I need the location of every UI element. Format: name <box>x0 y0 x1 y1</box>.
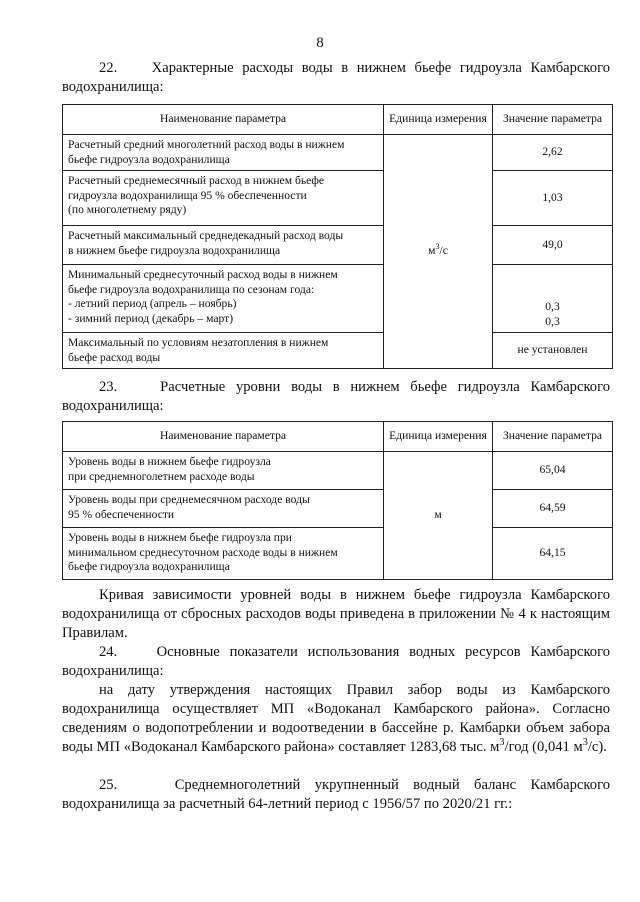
table-row <box>63 226 613 265</box>
row-name: Уровень воды при среднемесячном расходе воды 95 % обеспеченности <box>63 490 384 528</box>
row-value: 64,15 <box>493 528 613 580</box>
section-23-title: Расчетные уровни воды в нижнем бьефе гидроузла Камбарского водохранилища: <box>62 379 611 414</box>
row-name: Уровень воды в нижнем бьефе гидроузла при среднемноголетнем расходе воды <box>63 452 384 490</box>
section-25-title: Среднемноголетний укрупненный водный баланс Камбарского водохранилища за расчетный 64-летний период с 1956/57 по 2020/21 гг.: <box>62 777 610 812</box>
table-header-row <box>63 105 613 135</box>
header-unit: Единица измерения <box>384 105 493 135</box>
unit-cell: м <box>384 452 493 580</box>
section-22-number: 22. <box>99 60 118 76</box>
section-24-title: Основные показатели использования водных ресурсов Камбарского водохранилища: <box>62 644 611 679</box>
section-24-number: 24. <box>99 644 118 660</box>
section-24 <box>62 643 610 757</box>
row-value <box>493 265 613 333</box>
header-parameter-name: Наименование параметра <box>63 105 384 135</box>
row-value: 49,0 <box>493 226 613 265</box>
row-value: 65,04 <box>493 452 613 490</box>
section-24-body: на дату утверждения настоящих Правил забор воды из Камбарского водохранилища осуществляет МП «Водоканал Камбарского района». Согласно сведениям о водопотреблении и водоотведении в бассейне р. Камбарки объем забора воды МП «Водоканал Камбарского района» составляет 1283,68 тыс. $м^3$/год (0,041 $м^3/с$). <box>62 682 610 755</box>
row-value: 64,59 <box>493 490 613 528</box>
winter-value: 0,3 <box>545 314 560 328</box>
row-name: Расчетный максимальный среднедекадный расход воды в нижнем бьефе гидроузла водохранилища <box>63 226 384 265</box>
unit-cell: $м^3/с$ <box>384 135 493 369</box>
header-value: Значение параметра <box>493 105 613 135</box>
header-value: Значение параметра <box>493 422 613 452</box>
table-row <box>63 265 613 333</box>
row-name: Максимальный по условиям незатопления в нижнем бьефе расход воды <box>63 333 384 369</box>
section-24-heading <box>62 643 610 681</box>
table-row <box>63 135 613 171</box>
section-22-title: Характерные расходы воды в нижнем бьефе гидроузла Камбарского водохранилища: <box>62 60 611 95</box>
summer-value: 0,3 <box>545 300 560 313</box>
section-25-number: 25. <box>99 777 118 793</box>
table-row <box>63 490 613 528</box>
row-value: 2,62 <box>493 135 613 171</box>
row-value: не установлен <box>493 333 613 369</box>
page-number: 8 <box>316 35 324 51</box>
curve-paragraph: Кривая зависимости уровней воды в нижнем бьефе гидроузла Камбарского водохранилища от сбросных расходов воды приведена в приложении № 4 к настоящим Правилам. <box>62 587 610 641</box>
header-parameter-name: Наименование параметра <box>63 422 384 452</box>
section-25-heading <box>62 776 610 814</box>
table-header-row <box>63 422 613 452</box>
header-unit: Единица измерения <box>384 422 493 452</box>
row-name: Минимальный среднесуточный расход воды в нижнем бьефе гидроузла водохранилища по сезонам года: - летний период (апрель – ноябрь) - зимний период (декабрь – март) <box>63 265 384 333</box>
table-row <box>63 528 613 580</box>
table-row <box>63 452 613 490</box>
section-22-heading <box>62 59 610 97</box>
section-23-number: 23. <box>99 379 118 395</box>
row-name: Уровень воды в нижнем бьефе гидроузла при минимальном среднесуточном расходе воды в нижнем бьефе гидроузла водохранилища <box>63 528 384 580</box>
section-23-heading <box>62 378 610 416</box>
table-row <box>63 333 613 369</box>
water-level-table <box>62 421 613 580</box>
discharge-table <box>62 104 613 369</box>
row-value: 1,03 <box>493 171 613 226</box>
row-name: Расчетный среднемесячный расход в нижнем бьефе гидроузла водохранилища 95 % обеспеченности (по многолетнему ряду) <box>63 171 384 226</box>
row-name: Расчетный средний многолетний расход воды в нижнем бьефе гидроузла водохранилища <box>63 135 384 171</box>
table-row <box>63 171 613 226</box>
